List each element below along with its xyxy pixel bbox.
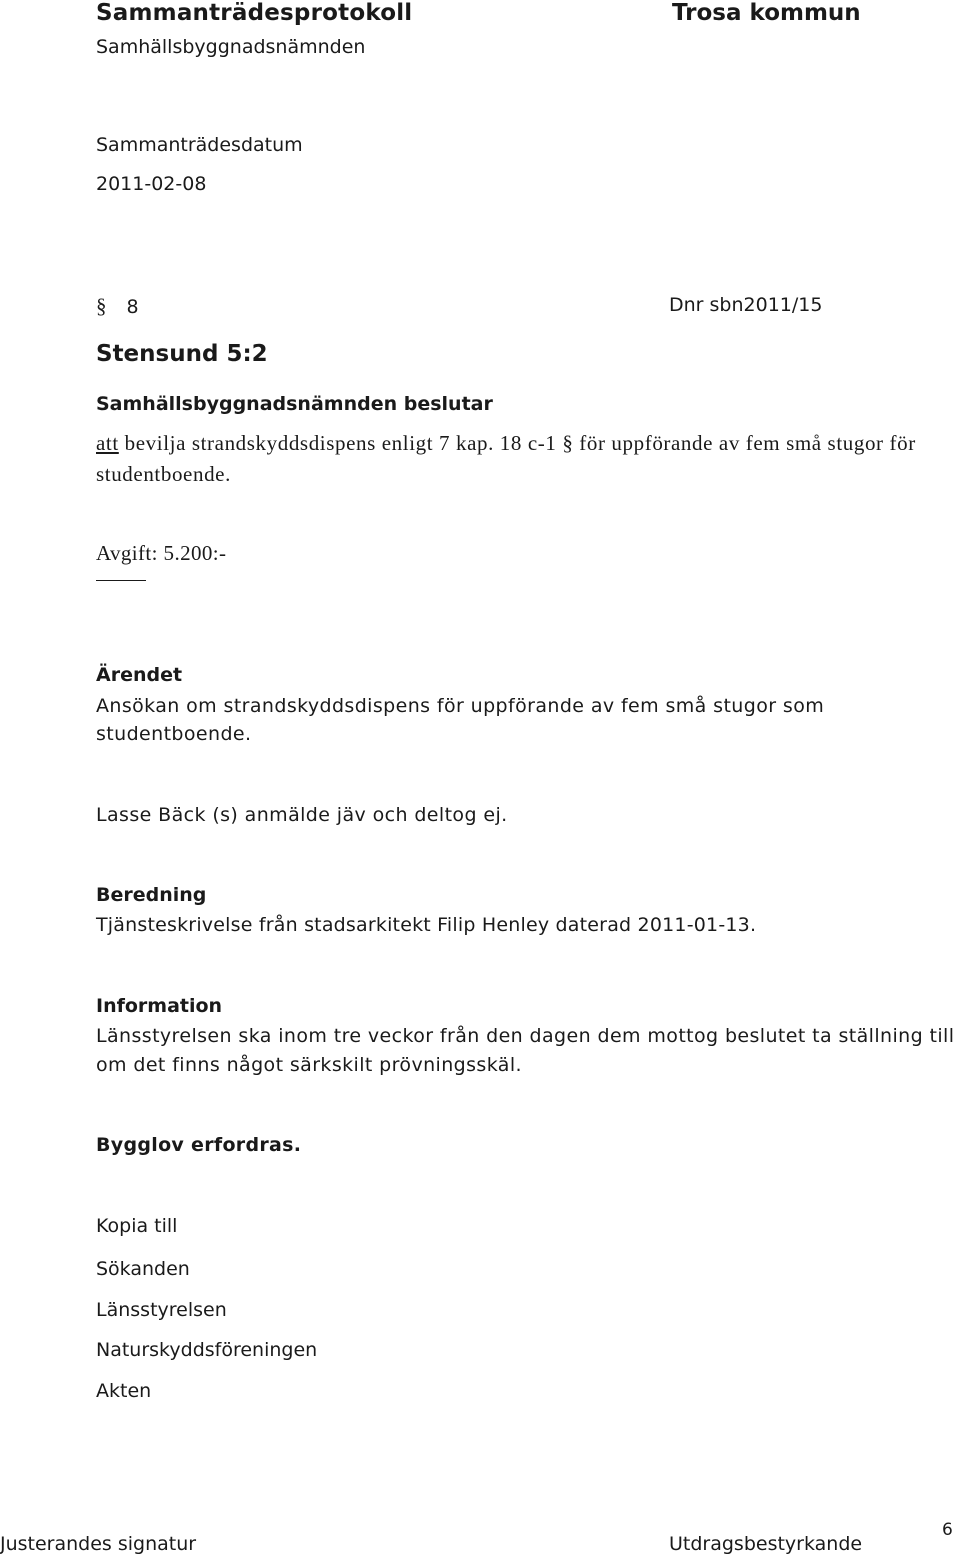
arendet-heading: Ärendet — [96, 664, 183, 686]
paragraph-number-value: 8 — [126, 296, 139, 318]
copy-recipient: Sökanden — [96, 1258, 190, 1280]
meeting-date-label: Sammanträdesdatum — [96, 134, 303, 156]
signature-label: Justerandes signatur — [0, 1533, 197, 1555]
section-symbol: § — [562, 431, 574, 455]
case-title: Stensund 5:2 — [96, 341, 268, 367]
arendet-text: Ansökan om strandskyddsdispens för uppförande av fem små stugor som studentboende. — [96, 695, 825, 745]
building-permit-note: Bygglov erfordras. — [96, 1134, 302, 1156]
document-title: Sammanträdesprotokoll — [96, 0, 413, 26]
information-text: Länsstyrelsen ska inom tre veckor från den dagen dem mottog beslutet ta ställning till om det finns något särkskilt prövningsskäl. — [96, 1025, 955, 1076]
page-number: 6 — [942, 1520, 953, 1540]
decision-heading: Samhällsbyggnadsnämnden beslutar — [96, 393, 493, 415]
short-divider — [96, 580, 146, 581]
copies-heading: Kopia till — [96, 1215, 178, 1237]
jav-note: Lasse Bäck (s) anmälde jäv och deltog ej. — [96, 804, 508, 826]
att-keyword: att — [96, 431, 119, 455]
copy-recipient: Länsstyrelsen — [96, 1298, 227, 1321]
copies-list — [96, 1255, 317, 1417]
paragraph-number — [96, 294, 139, 319]
decision-text-part1: bevilja strandskyddsdispens enligt 7 kap. 18 c-1 — [118, 431, 563, 455]
fee: Avgift: 5.200:- — [96, 541, 227, 565]
organization-name: Trosa kommun — [672, 0, 861, 26]
paragraph-symbol: § — [96, 294, 107, 318]
information-heading: Information — [96, 995, 223, 1017]
decision-text-part2: för uppförande av fem små stugor för studentboende. — [96, 431, 916, 486]
beredning-heading: Beredning — [96, 884, 207, 906]
copy-recipient: Naturskyddsföreningen — [96, 1339, 318, 1361]
diary-number: Dnr sbn2011/15 — [669, 294, 823, 316]
certification-label: Utdragsbestyrkande — [669, 1533, 863, 1555]
meeting-date-value: 2011-02-08 — [96, 173, 207, 195]
copy-recipient: Akten — [96, 1379, 152, 1402]
beredning-text: Tjänsteskrivelse från stadsarkitekt Filip Henley daterad 2011-01-13. — [96, 914, 757, 936]
decision-text — [96, 428, 946, 490]
committee-name: Samhällsbyggnadsnämnden — [96, 36, 366, 58]
